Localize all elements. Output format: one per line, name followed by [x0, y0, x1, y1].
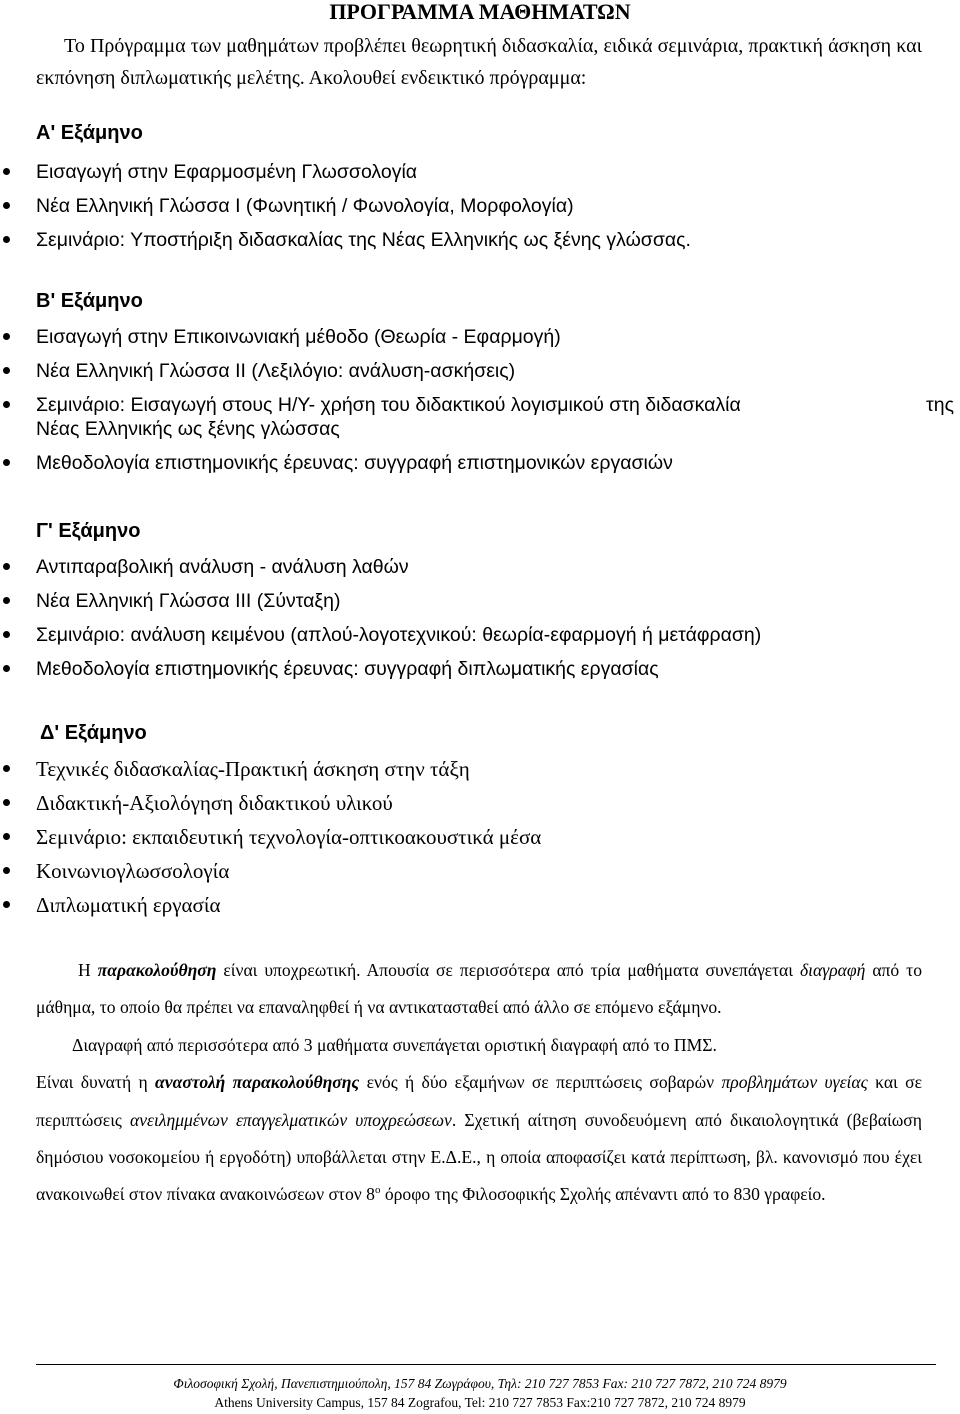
list-item: Διδακτική-Αξιολόγηση διδακτικού υλικού [0, 791, 960, 815]
list-item: Τεχνικές διδασκαλίας-Πρακτική άσκηση στην τάξη [0, 757, 960, 781]
semester-d-list [0, 757, 960, 927]
note-text: και σε περιπτώσεις [36, 1072, 922, 1130]
attendance-notes [36, 952, 922, 1214]
list-item: Κοινωνιογλωσσολογία [0, 859, 960, 883]
list-item [0, 393, 960, 441]
list-item: Σεμινάριο: εκπαιδευτική τεχνολογία-οπτικοακουστικά μέσα [0, 825, 960, 849]
course-text-end: της [926, 394, 954, 416]
semester-c-heading: Γ' Εξάμηνο [36, 520, 141, 542]
note-text: . Σχετική αίτηση συνοδευόμενη από δικαιολογητικά (βεβαίωση δημόσιου νοσοκομείου ή εργοδότη) υποβάλλεται στην Ε.Δ.Ε., η οποία αποφασίζει κατά περίπτωση, βλ. κανονισμό που έχει ανακοινωθεί στον πίνακα ανακοινώσεων στον 8 [36, 1109, 922, 1205]
attendance-paragraph [36, 952, 922, 1027]
list-item: Σεμινάριο: ανάλυση κειμένου (απλού-λογοτεχνικού: θεωρία-εφαρμογή ή μετάφραση) [0, 623, 960, 647]
note-text: ενός ή δύο εξαμήνων σε περιπτώσεις σοβαρών [366, 1072, 715, 1093]
list-item: Διπλωματική εργασία [0, 893, 960, 917]
semester-a-list [0, 160, 960, 262]
note-text: είναι υποχρεωτική. Απουσία σε περισσότερα από τρία μαθήματα συνεπάγεται [223, 960, 794, 980]
semester-c-list [0, 555, 960, 691]
list-item: Νέα Ελληνική Γλώσσα ΙΙΙ (Σύνταξη) [0, 589, 960, 613]
list-item: Σεμινάριο: Υποστήριξη διδασκαλίας της Νέας Ελληνικής ως ξένης γλώσσας. [0, 228, 960, 252]
note-emphasis: αναστολή παρακολούθησης [155, 1072, 360, 1093]
course-text: Σεμινάριο: Εισαγωγή στους Η/Υ- χρήση του διδακτικού λογισμικού στη διδασκαλία [36, 394, 741, 416]
deletion-paragraph: Διαγραφή από περισσότερα από 3 μαθήματα συνεπάγεται οριστική διαγραφή από το ΠΜΣ. [72, 1034, 717, 1055]
footer-divider [36, 1364, 936, 1365]
note-text: όροφο της Φιλοσοφικής Σχολής απέναντι από το 830 γραφείο. [384, 1184, 826, 1205]
semester-b-heading: Β' Εξάμηνο [36, 290, 143, 312]
list-item: Μεθοδολογία επιστημονικής έρευνας: συγγραφή επιστημονικών εργασιών [0, 451, 960, 475]
list-item: Νέα Ελληνική Γλώσσα ΙΙ (Λεξιλόγιο: ανάλυση-ασκήσεις) [0, 359, 960, 383]
note-text: Είναι δυνατή η [36, 1072, 148, 1093]
suspension-paragraph [36, 1064, 922, 1214]
intro-paragraph: Το Πρόγραμμα των μαθημάτων προβλέπει θεωρητική διδασκαλία, ειδικά σεμινάρια, πρακτική άσκηση και εκπόνηση διπλωματικής μελέτης. Ακολουθεί ενδεικτικό πρόγραμμα: [36, 35, 922, 89]
list-item: Μεθοδολογία επιστημονικής έρευνας: συγγραφή διπλωματικής εργασίας [0, 657, 960, 681]
semester-b-list [0, 325, 960, 485]
note-text: Η [78, 960, 91, 980]
semester-d-heading: Δ' Εξάμηνο [40, 722, 147, 744]
list-item: Αντιπαραβολική ανάλυση - ανάλυση λαθών [0, 555, 960, 579]
page-title: ΠΡΟΓΡΑΜΜΑ ΜΑΘΗΜΑΤΩΝ [329, 0, 631, 24]
note-text: από το μάθημα, το οποίο θα πρέπει να επαναληφθεί ή να αντικατασταθεί από άλλο σε επόμενο εξάμηνο. [36, 960, 923, 1018]
list-item: Εισαγωγή στην Επικοινωνιακή μέθοδο (Θεωρία - Εφαρμογή) [0, 325, 960, 349]
list-item: Νέα Ελληνική Γλώσσα Ι (Φωνητική / Φωνολογία, Μορφολογία) [0, 194, 960, 218]
list-item: Εισαγωγή στην Εφαρμοσμένη Γλωσσολογία [0, 160, 960, 184]
footer-english: Athens University Campus, 157 84 Zografou, Tel: 210 727 7853 Fax:210 727 7872, 210 724 8979 [214, 1395, 746, 1410]
footer-greek: Φιλοσοφική Σχολή, Πανεπιστημιούπολη, 157 84 Ζωγράφου, Τηλ: 210 727 7853 Fax: 210 727 7872, 210 724 8979 [173, 1376, 787, 1391]
note-emphasis: ανειλημμένων επαγγελματικών υποχρεώσεων [130, 1109, 452, 1130]
ordinal-superscript: ο [374, 1184, 381, 1197]
note-emphasis: προβλημάτων υγείας [721, 1072, 868, 1093]
course-text-continuation: Νέας Ελληνικής ως ξένης γλώσσας [36, 418, 340, 440]
semester-a-heading: Α' Εξάμηνο [36, 122, 143, 144]
note-emphasis: παρακολούθηση [97, 960, 217, 980]
note-emphasis: διαγραφή [799, 960, 866, 980]
